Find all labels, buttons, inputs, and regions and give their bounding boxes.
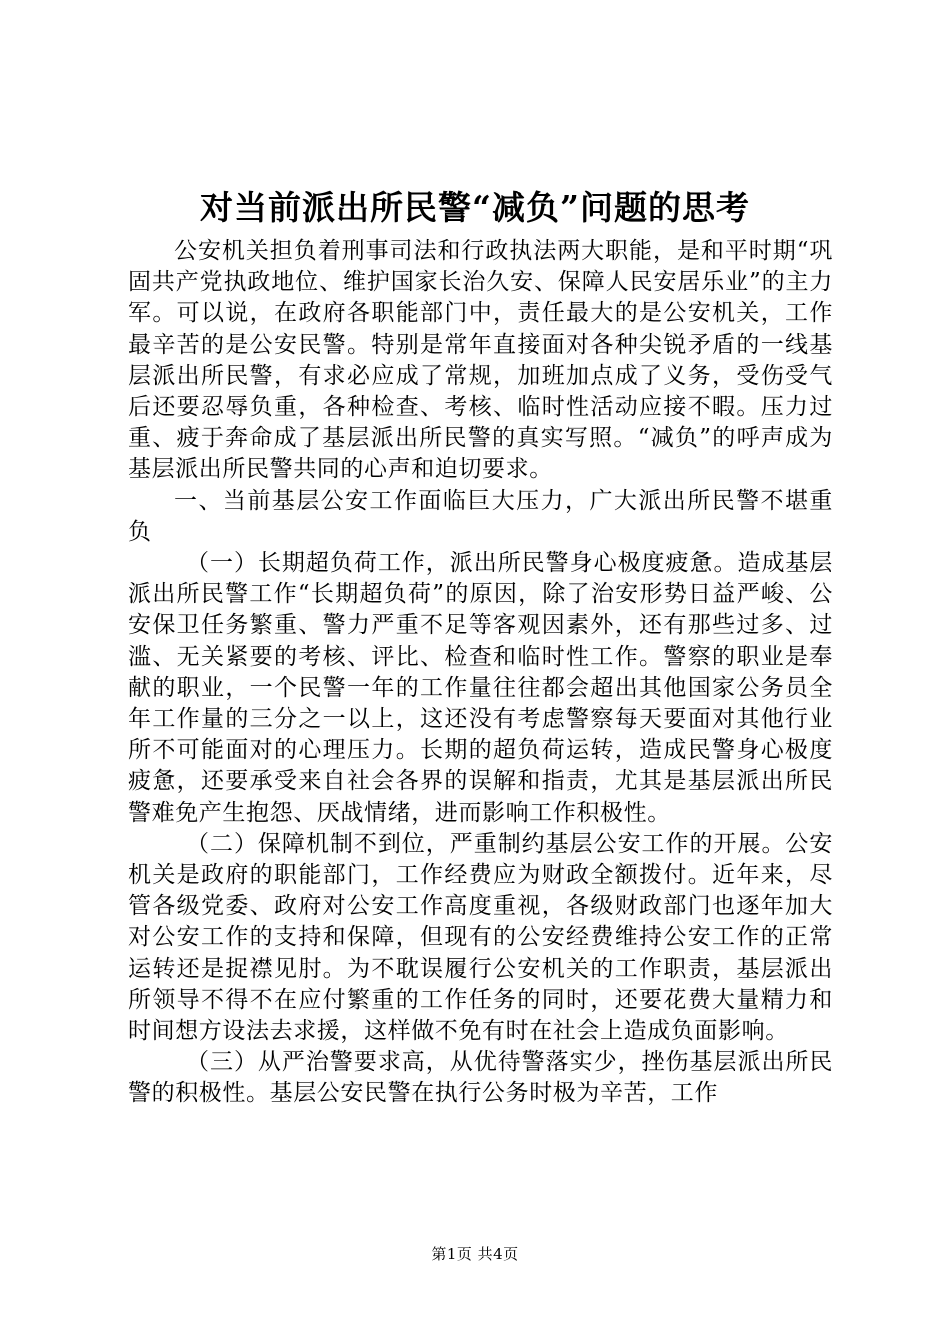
paragraph-subsection-3: （三）从严治警要求高，从优待警落实少，挫伤基层派出所民警的积极性。基层公安民警在执行公务时极为辛苦，工作 — [128, 1049, 833, 1107]
paragraph-subsection-2: （二）保障机制不到位，严重制约基层公安工作的开展。公安机关是政府的职能部门，工作经费应为财政全额拨付。近年来，尽管各级党委、政府对公安工作高度重视，各级财政部门也逐年加大对公安工作的支持和保障，但现有的公安经费维持公安工作的正常运转还是捉襟见肘。为不耽误履行公安机关的工作职责，基层派出所领导不得不在应付繁重的工作任务的同时，还要花费大量精力和时间想方设法去求援，这样做不免有时在社会上造成负面影响。 — [128, 830, 833, 1045]
section-heading-1: 一、当前基层公安工作面临巨大压力，广大派出所民警不堪重负 — [128, 487, 833, 545]
document-body — [128, 236, 833, 1110]
paragraph-intro: 公安机关担负着刑事司法和行政执法两大职能，是和平时期“巩固共产党执政地位、维护国家长治久安、保障人民安居乐业”的主力军。可以说，在政府各职能部门中，责任最大的是公安机关，工作最辛苦的是公安民警。特别是常年直接面对各种尖锐矛盾的一线基层派出所民警，有求必应成了常规，加班加点成了义务，受伤受气后还要忍辱负重，各种检查、考核、临时性活动应接不暇。压力过重、疲于奔命成了基层派出所民警的真实写照。“减负”的呼声成为基层派出所民警共同的心声和迫切要求。 — [128, 238, 833, 483]
paragraph-subsection-1: （一）长期超负荷工作，派出所民警身心极度疲惫。造成基层派出所民警工作“长期超负荷”的原因，除了治安形势日益严峻、公安保卫任务繁重、警力严重不足等客观因素外，还有那些过多、过滥、无关紧要的考核、评比、检查和临时性工作。警察的职业是奉献的职业，一个民警一年的工作量往往都会超出其他国家公务员全年工作量的三分之一以上，这还没有考虑警察每天要面对其他行业所不可能面对的心理压力。长期的超负荷运转，造成民警身心极度疲惫，还要承受来自社会各界的误解和指责，尤其是基层派出所民警难免产生抱怨、厌战情绪，进而影响工作积极性。 — [128, 550, 833, 826]
page-number-footer: 第1页 共4页 — [431, 1245, 519, 1263]
document-title: 对当前派出所民警“减负”问题的思考 — [200, 188, 750, 227]
